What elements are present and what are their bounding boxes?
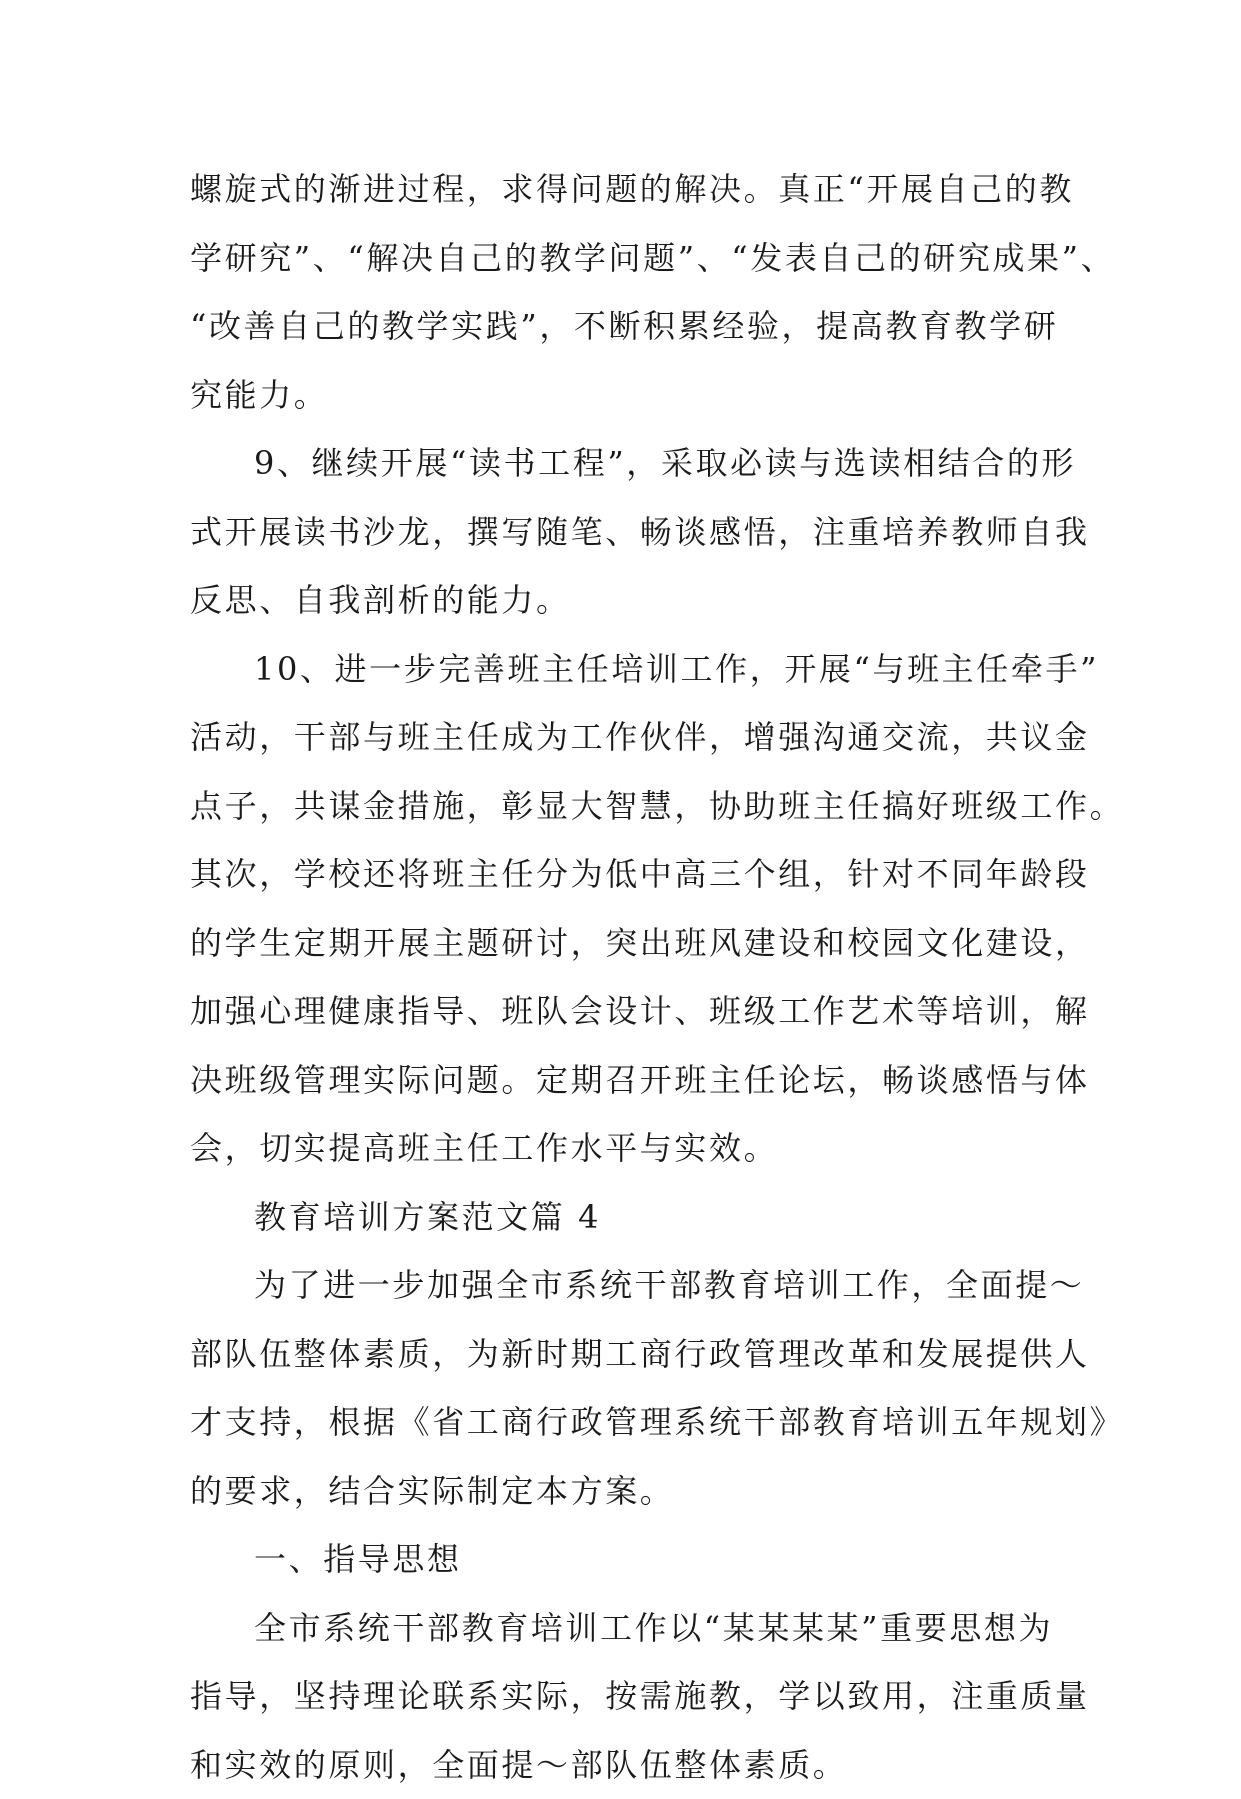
text-line: 9、继续开展“读书工程”，采取必读与选读相结合的形 — [190, 429, 1090, 498]
text-line: 加强心理健康指导、班队会设计、班级工作艺术等培训，解 — [190, 977, 1090, 1046]
text-line: 的要求，结合实际制定本方案。 — [190, 1457, 1090, 1526]
text-line: 和实效的原则，全面提～部队伍整体素质。 — [190, 1731, 1090, 1799]
text-line: 式开展读书沙龙，撰写随笔、畅谈感悟，注重培养教师自我 — [190, 498, 1090, 567]
text-line: 才支持，根据《省工商行政管理系统干部教育培训五年规划》 — [190, 1388, 1090, 1457]
text-line: 10、进一步完善班主任培训工作，开展“与班主任牵手” — [190, 635, 1090, 704]
text-line: “改善自己的教学实践”，不断积累经验，提高教育教学研 — [190, 292, 1090, 361]
text-line: 决班级管理实际问题。定期召开班主任论坛，畅谈感悟与体 — [190, 1046, 1090, 1115]
text-line: 为了进一步加强全市系统干部教育培训工作，全面提～ — [190, 1251, 1090, 1320]
text-line: 螺旋式的渐进过程，求得问题的解决。真正“开展自己的教 — [190, 155, 1090, 224]
text-line: 反思、自我剖析的能力。 — [190, 566, 1090, 635]
text-line: 其次，学校还将班主任分为低中高三个组，针对不同年龄段 — [190, 840, 1090, 909]
text-line: 活动，干部与班主任成为工作伙伴，增强沟通交流，共议金 — [190, 703, 1090, 772]
text-line: 一、指导思想 — [190, 1525, 1090, 1594]
text-line: 的学生定期开展主题研讨，突出班风建设和校园文化建设， — [190, 909, 1090, 978]
text-line: 全市系统干部教育培训工作以“某某某某”重要思想为 — [190, 1594, 1090, 1663]
text-line: 部队伍整体素质，为新时期工商行政管理改革和发展提供人 — [190, 1320, 1090, 1389]
text-line: 会，切实提高班主任工作水平与实效。 — [190, 1114, 1090, 1183]
text-line: 指导，坚持理论联系实际，按需施教，学以致用，注重质量 — [190, 1662, 1090, 1731]
document-body — [190, 155, 1090, 1799]
text-line: 究能力。 — [190, 361, 1090, 430]
text-line: 学研究”、“解决自己的教学问题”、“发表自己的研究成果”、 — [190, 224, 1090, 293]
text-line: 教育培训方案范文篇 4 — [190, 1183, 1090, 1252]
text-line: 点子，共谋金措施，彰显大智慧，协助班主任搞好班级工作。 — [190, 772, 1090, 841]
